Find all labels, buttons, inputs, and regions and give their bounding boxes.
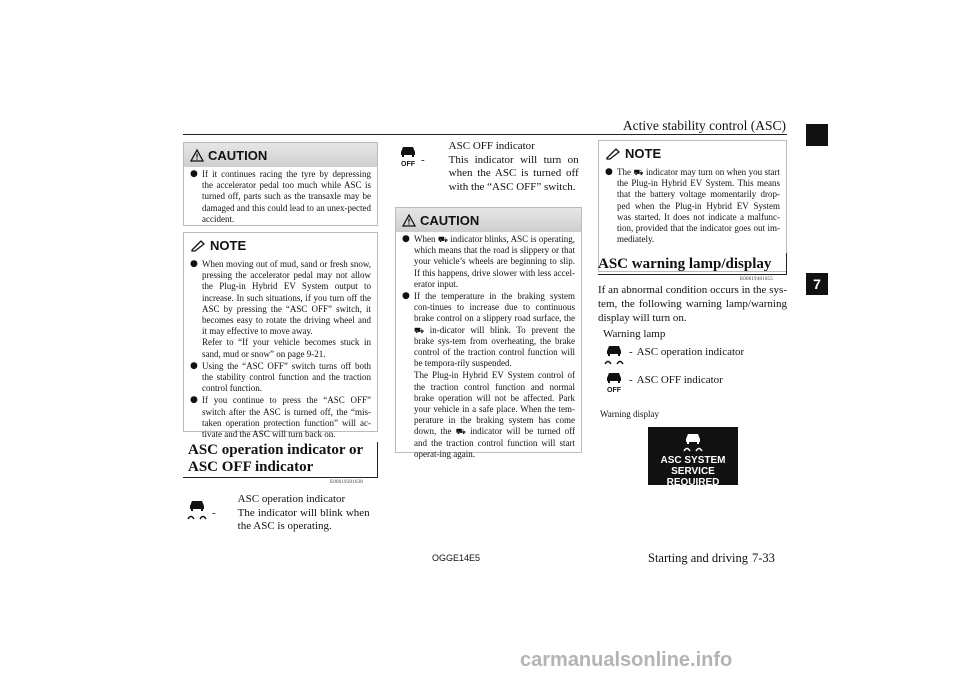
indicator-description: This indicator will turn on when the ASC is turned off with the “ASC OFF” switch. <box>448 153 579 193</box>
asc-inline-icon: ⛟ <box>437 235 448 244</box>
note-pencil-icon <box>190 239 206 252</box>
section-underline <box>183 477 378 478</box>
caution-item: ● If it continues racing the tyre by depressing the accelerator pedal too much while ASC is turned off, parts such as the transaxle may be damaged and this could lead to an unex-pected accident. <box>190 169 371 224</box>
indicator-dash: - <box>212 507 216 519</box>
asc-warning-display <box>648 427 738 488</box>
section-rule <box>377 442 378 478</box>
page-number: 7-33 <box>752 551 775 565</box>
caution-item: ● When ⛟ indicator blinks, ASC is operating, which means that the road is slippery or that your vehicle’s wheels are beginning to slip. If this happens, drive slower with less accel-erator input. <box>402 234 576 289</box>
caution-box-left <box>183 142 378 226</box>
asc-off-icon <box>603 370 625 394</box>
asc-inline-icon: ⛟ <box>633 168 644 177</box>
watermark: carmanualsonline.info <box>520 649 733 671</box>
note-header <box>599 141 786 165</box>
chapter-marker <box>806 124 828 146</box>
lamp-dash: - <box>629 346 633 358</box>
note-pencil-icon <box>605 147 621 160</box>
section-title: ASC operation indicator or ASC OFF indicator <box>188 442 364 475</box>
indicator-name: ASC OFF indicator <box>448 140 535 152</box>
warning-triangle-icon <box>402 214 416 227</box>
bullet-icon: ● <box>190 169 198 179</box>
note-box-left <box>183 232 378 440</box>
indicator-name: ASC operation indicator <box>237 493 346 505</box>
bullet-icon: ● <box>190 395 198 406</box>
header-rule <box>183 134 787 135</box>
footer-code: OGGE14E5 <box>432 553 481 563</box>
indicator-asc-operation <box>186 493 378 534</box>
section-underline <box>598 274 787 275</box>
section-code: E00619301638 <box>330 480 363 485</box>
asc-inline-icon: ⛟ <box>455 427 466 437</box>
caution-paragraph: The Plug-in Hybrid EV System control of the traction control function and normal brake operation will not be affected. Park your vehicle in a safe place. When the tem-perature in the braking system has come down, the ⛟ indicator will be turned off and the traction control function will start operat-ing again. <box>414 370 575 459</box>
section-title: ASC warning lamp/display <box>598 256 772 272</box>
display-line: ASC SYSTEM <box>660 455 726 466</box>
caution-box-middle <box>395 207 582 459</box>
asc-off-icon <box>397 144 419 168</box>
bullet-icon: ● <box>190 259 198 269</box>
section-code: E00619401655 <box>740 277 773 282</box>
note-box-right <box>598 140 787 272</box>
caution-heading: CAUTION <box>420 212 480 228</box>
footer-section: Starting and driving <box>648 551 748 565</box>
running-header: Active stability control (ASC) <box>622 118 786 133</box>
warning-lamp-asc-operation <box>603 342 783 366</box>
svg-text:OFF: OFF <box>401 161 415 168</box>
section-heading-left <box>188 442 378 476</box>
lamp-dash: - <box>629 374 633 386</box>
note-item: ● When moving out of mud, sand or fresh snow, pressing the accelerator pedal may not allow the Plug-in Hybrid EV System output to increase. In such situations, if you turn off the ASC by pressing the “ASC OFF” switch, it becomes easy to rotate the driving wheel and it may effective to move away. Refer to “If your vehicle becomes stuck in sand, mud or snow” on page 9-21. <box>190 259 371 359</box>
note-item: ● If you continue to press the “ASC OFF” switch after the ASC is turned off, the “mis-taken operation protection function” will ac-tivate and the ASC will turn back on. <box>190 395 371 440</box>
caution-item: ● If the temperature in the braking system con-tinues to increase due to continuous brake control on a slippery road surface, the ⛟ in-dicator will blink. To prevent the brake sys-tem from overheating, the brake control of the traction control function will be tempora-rily suspended. <box>402 291 575 369</box>
chapter-tab: 7 <box>806 273 828 295</box>
display-line: SERVICE REQUIRED <box>666 466 720 488</box>
bullet-icon: ● <box>190 360 198 371</box>
caution-header <box>184 143 377 167</box>
indicator-description: The indicator will blink when the ASC is operating. <box>237 506 370 532</box>
warning-display-label: Warning display <box>600 409 660 419</box>
lamp-name: ASC operation indicator <box>636 346 745 358</box>
note-header <box>184 233 377 257</box>
note-item: ● The ⛟ indicator may turn on when you start the Plug-in Hybrid EV System. This means that the battery voltage momentarily drop-ped when the Plug-in Hybrid EV System was started. It does not indicate a malfunc-tion, provided that the indicator goes out im-mediately. <box>605 167 781 245</box>
lamp-name: ASC OFF indicator <box>636 374 723 386</box>
section-intro: If an abnormal condition occurs in the sys-tem, the following warning lamp/warning display will turn on. <box>598 284 787 324</box>
asc-operation-icon <box>186 497 208 521</box>
indicator-dash: - <box>421 154 425 166</box>
asc-car-skid-icon <box>682 432 704 452</box>
warning-lamp-label: Warning lamp <box>603 328 666 340</box>
bullet-icon: ● <box>605 167 613 177</box>
caution-heading: CAUTION <box>208 147 268 163</box>
asc-inline-icon: ⛟ <box>414 325 425 335</box>
note-heading: NOTE <box>210 237 247 253</box>
caution-header <box>396 208 581 232</box>
bullet-icon: ● <box>402 291 410 302</box>
note-item: ● Using the “ASC OFF” switch turns off both the stability control function and the traction control function. <box>190 360 371 394</box>
note-heading: NOTE <box>625 145 662 161</box>
section-heading-right <box>598 256 786 273</box>
warning-triangle-icon <box>190 149 204 162</box>
warning-lamp-asc-off <box>603 370 783 394</box>
asc-operation-icon <box>603 342 625 366</box>
bullet-icon: ● <box>402 234 410 244</box>
section-rule <box>786 253 787 275</box>
svg-text:OFF: OFF <box>607 387 621 394</box>
indicator-asc-off <box>397 140 583 194</box>
